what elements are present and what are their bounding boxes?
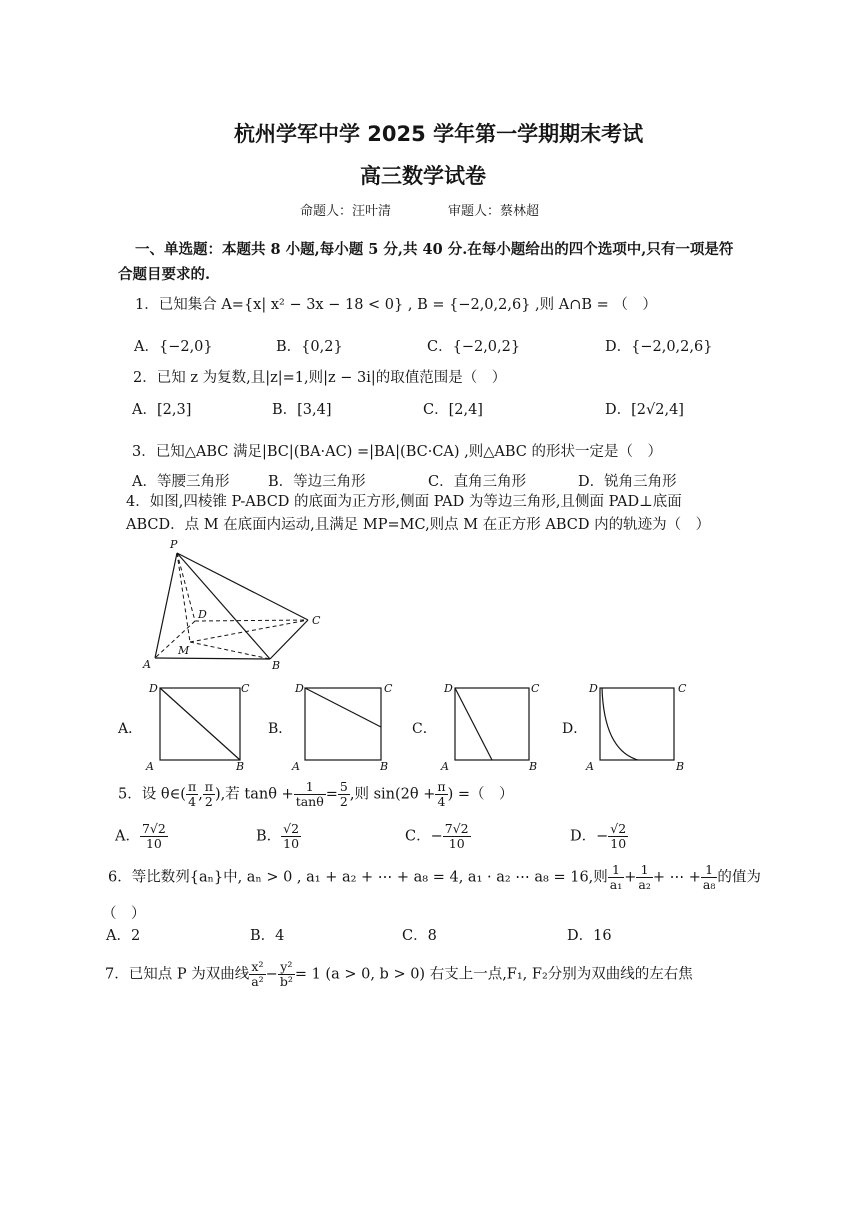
q5-pi-over-4-b [435, 780, 447, 809]
q5-option-c-sign: − [430, 828, 443, 845]
q6-option-c: C．8 [402, 928, 437, 944]
q5-stem-then: ,则 sin(2θ + [349, 786, 436, 803]
q2-stem: 2．已知 z 为复数,且|z|=1,则|z − 3i|的取值范围是（ ） [133, 370, 507, 386]
q7-frac-y [278, 960, 295, 989]
q5-option-a-num: 7√2 [141, 821, 166, 836]
q5-pi-over-4 [186, 780, 198, 809]
q4-option-d-figure [580, 678, 695, 772]
q5-one: 1 [294, 780, 326, 795]
q7-stem [105, 960, 693, 989]
q4c-label-c: C [531, 682, 540, 695]
q5-option-c-letter: C． [405, 828, 431, 845]
q4a-label-d: D [149, 682, 158, 695]
figure-label-d: D [198, 608, 207, 621]
q5-one-over-tan [294, 780, 326, 809]
q4-option-c-figure [435, 678, 550, 772]
q5-option-c [405, 822, 471, 851]
q4c-label-b: B [529, 760, 538, 772]
q2-option-c: C．[2,4] [423, 402, 483, 418]
q4b-label-c: C [384, 682, 393, 695]
q5-option-c-num: 7√2 [444, 821, 469, 836]
q5-tan: tanθ [295, 794, 324, 809]
reviewer-label: 审题人：蔡林超 [448, 204, 540, 219]
author-label: 命题人：汪叶清 [300, 204, 392, 219]
q6-tail: 的值为 [717, 869, 761, 886]
q4d-label-a: A [586, 760, 594, 772]
q5-option-d [570, 822, 628, 851]
q2-option-d: D．[2√2,4] [605, 402, 684, 418]
q5-stem-mid: ),若 tanθ + [215, 786, 294, 803]
q4b-label-d: D [295, 682, 304, 695]
q6-frac-2-den: a₂ [638, 877, 651, 892]
q6-option-d: D．16 [567, 928, 612, 944]
q7-x2: x² [249, 960, 265, 975]
q6-frac-2 [636, 863, 652, 892]
q1-stem: 1．已知集合 A={x| x² − 3x − 18 < 0} , B = {−2,0,2,6} ,则 A∩B = （ ） [135, 297, 657, 313]
q4-option-a-letter: A． [118, 721, 143, 737]
q5-option-b-den: 10 [283, 836, 300, 851]
q2-option-a: A．[2,3] [132, 402, 192, 418]
q5-two-1: 2 [204, 794, 213, 809]
q5-option-a-den: 10 [145, 836, 162, 851]
q7-minus: − [265, 966, 278, 983]
q4c-label-d: D [444, 682, 453, 695]
q5-option-d-letter: D． [570, 828, 597, 845]
figure-label-a: A [143, 658, 151, 671]
exam-subtitle: 高三数学试卷 [360, 164, 486, 188]
q7-a2: a² [251, 974, 264, 989]
q4a-label-a: A [146, 760, 154, 772]
q6-stem [108, 863, 761, 892]
exam-title: 杭州学军中学 2025 学年第一学期期末考试 [234, 122, 644, 146]
q4d-label-d: D [589, 682, 598, 695]
q5-stem-end: ) =（ ） [447, 786, 514, 803]
q7-prefix: 7．已知点 P 为双曲线 [105, 966, 250, 983]
q4a-label-b: B [236, 760, 245, 772]
q6-option-b: B．4 [250, 928, 285, 944]
q6-paren: （ ） [102, 906, 146, 922]
figure-label-b: B [272, 659, 281, 672]
q4a-label-c: C [241, 682, 250, 695]
q5-five: 5 [339, 779, 348, 794]
q5-option-c-frac [443, 822, 471, 851]
q6-plus: + [624, 869, 637, 886]
q5-option-d-frac [608, 822, 628, 851]
q3-stem: 3．已知△ABC 满足|BC|(BA·AC) =|BA|(BC·CA) ,则△ABC 的形状一定是（ ） [132, 444, 663, 460]
q5-option-b-num: √2 [283, 821, 300, 836]
q4d-label-c: C [678, 682, 687, 695]
q6-frac-1-den: a₁ [609, 877, 623, 892]
q5-five-over-two [338, 780, 350, 809]
section-intro-line2: 合题目要求的. [118, 266, 211, 283]
q5-option-b-letter: B． [256, 828, 282, 845]
q6-frac-1 [608, 863, 624, 892]
section-intro-line1: 一、单选题：本题共 8 小题,每小题 5 分,共 40 分.在每小题给出的四个选项中,只有一项是符 [135, 241, 734, 258]
q5-pi-1: π [187, 779, 197, 794]
q5-two-2: 2 [339, 794, 348, 809]
q4-option-b-figure [287, 678, 402, 772]
figure-label-c: C [312, 614, 321, 627]
q5-option-d-den: 10 [610, 836, 627, 851]
q5-option-d-num: √2 [610, 821, 627, 836]
q5-stem: 5．设 θ∈( $\frac{\pi}{4}$ , $\frac{\pi}{2}$ ),若 tanθ + $\frac{1}{\tan\theta}$ = $\frac{5}{2}$ ,则 sin(2θ + $\frac{\pi}{4}$ ) =（ ） [118, 779, 514, 809]
q5-option-b-frac [281, 822, 301, 851]
q7-frac-x [249, 960, 265, 989]
q3-option-a: A．等腰三角形 [132, 474, 230, 490]
q7-suffix: = 1 (a > 0, b > 0) 右支上一点,F₁, F₂分别为双曲线的左右焦 [294, 966, 693, 983]
q6-stem-text: 6．等比数列{aₙ}中, aₙ > 0 , a₁ + a₂ + ⋯ + a₈ = 4, a₁ · a₂ ⋯ a₈ = 16,则 [108, 869, 608, 886]
q5-option-b [256, 822, 301, 851]
q3-option-d: D．锐角三角形 [578, 474, 677, 490]
q4-option-a-figure [140, 678, 255, 772]
q3-option-c: C．直角三角形 [428, 474, 527, 490]
q5-option-a [115, 822, 168, 851]
q4d-label-b: B [676, 760, 685, 772]
q5-pi-over-2 [203, 780, 215, 809]
figure-label-p: P [170, 538, 178, 551]
pyramid-figure [140, 536, 340, 676]
q7-b2: b² [279, 974, 293, 989]
q4c-label-a: A [441, 760, 449, 772]
q6-option-a: A．2 [106, 928, 141, 944]
q6-frac-8 [701, 863, 717, 892]
q5-four-1: 4 [188, 794, 197, 809]
q6-frac-8-den: a₈ [702, 877, 716, 892]
q6-frac-2-num: 1 [636, 863, 652, 878]
q5-pi-2: π [204, 779, 214, 794]
q4-stem-line1: 4．如图,四棱锥 P-ABCD 的底面为正方形,侧面 PAD 为等边三角形,且侧面 PAD⊥底面 [126, 494, 682, 510]
q5-option-a-frac [140, 822, 168, 851]
q5-stem-eq: = [325, 786, 338, 803]
q6-frac-8-num: 1 [701, 863, 717, 878]
q7-y2: y² [278, 960, 295, 975]
q6-dots: + ⋯ + [652, 869, 701, 886]
q5-option-d-sign: − [596, 828, 609, 845]
q4b-label-a: A [292, 760, 300, 772]
q5-option-a-letter: A． [115, 828, 140, 845]
q5-option-c-den: 10 [448, 836, 465, 851]
q4-option-d-letter: D． [562, 721, 588, 737]
q6-frac-1-num: 1 [608, 863, 624, 878]
q1-option-a: A．{−2,0} [134, 339, 213, 355]
q5-four-2: 4 [437, 794, 446, 809]
q1-option-d: D．{−2,0,2,6} [605, 339, 713, 355]
q5-stem-prefix: 5．设 θ∈( [118, 786, 186, 803]
q4-stem-line2: ABCD．点 M 在底面内运动,且满足 MP=MC,则点 M 在正方形 ABCD 内的轨迹为（ ） [126, 517, 711, 533]
q3-option-b: B．等边三角形 [268, 474, 366, 490]
q2-option-b: B．[3,4] [272, 402, 332, 418]
q4b-label-b: B [380, 760, 389, 772]
q1-option-c: C．{−2,0,2} [427, 339, 521, 355]
q4-option-b-letter: B． [268, 721, 293, 737]
q4-option-c-letter: C． [412, 721, 437, 737]
q5-pi-3: π [437, 779, 446, 794]
figure-label-m: M [178, 644, 190, 657]
q1-option-b: B．{0,2} [276, 339, 343, 355]
